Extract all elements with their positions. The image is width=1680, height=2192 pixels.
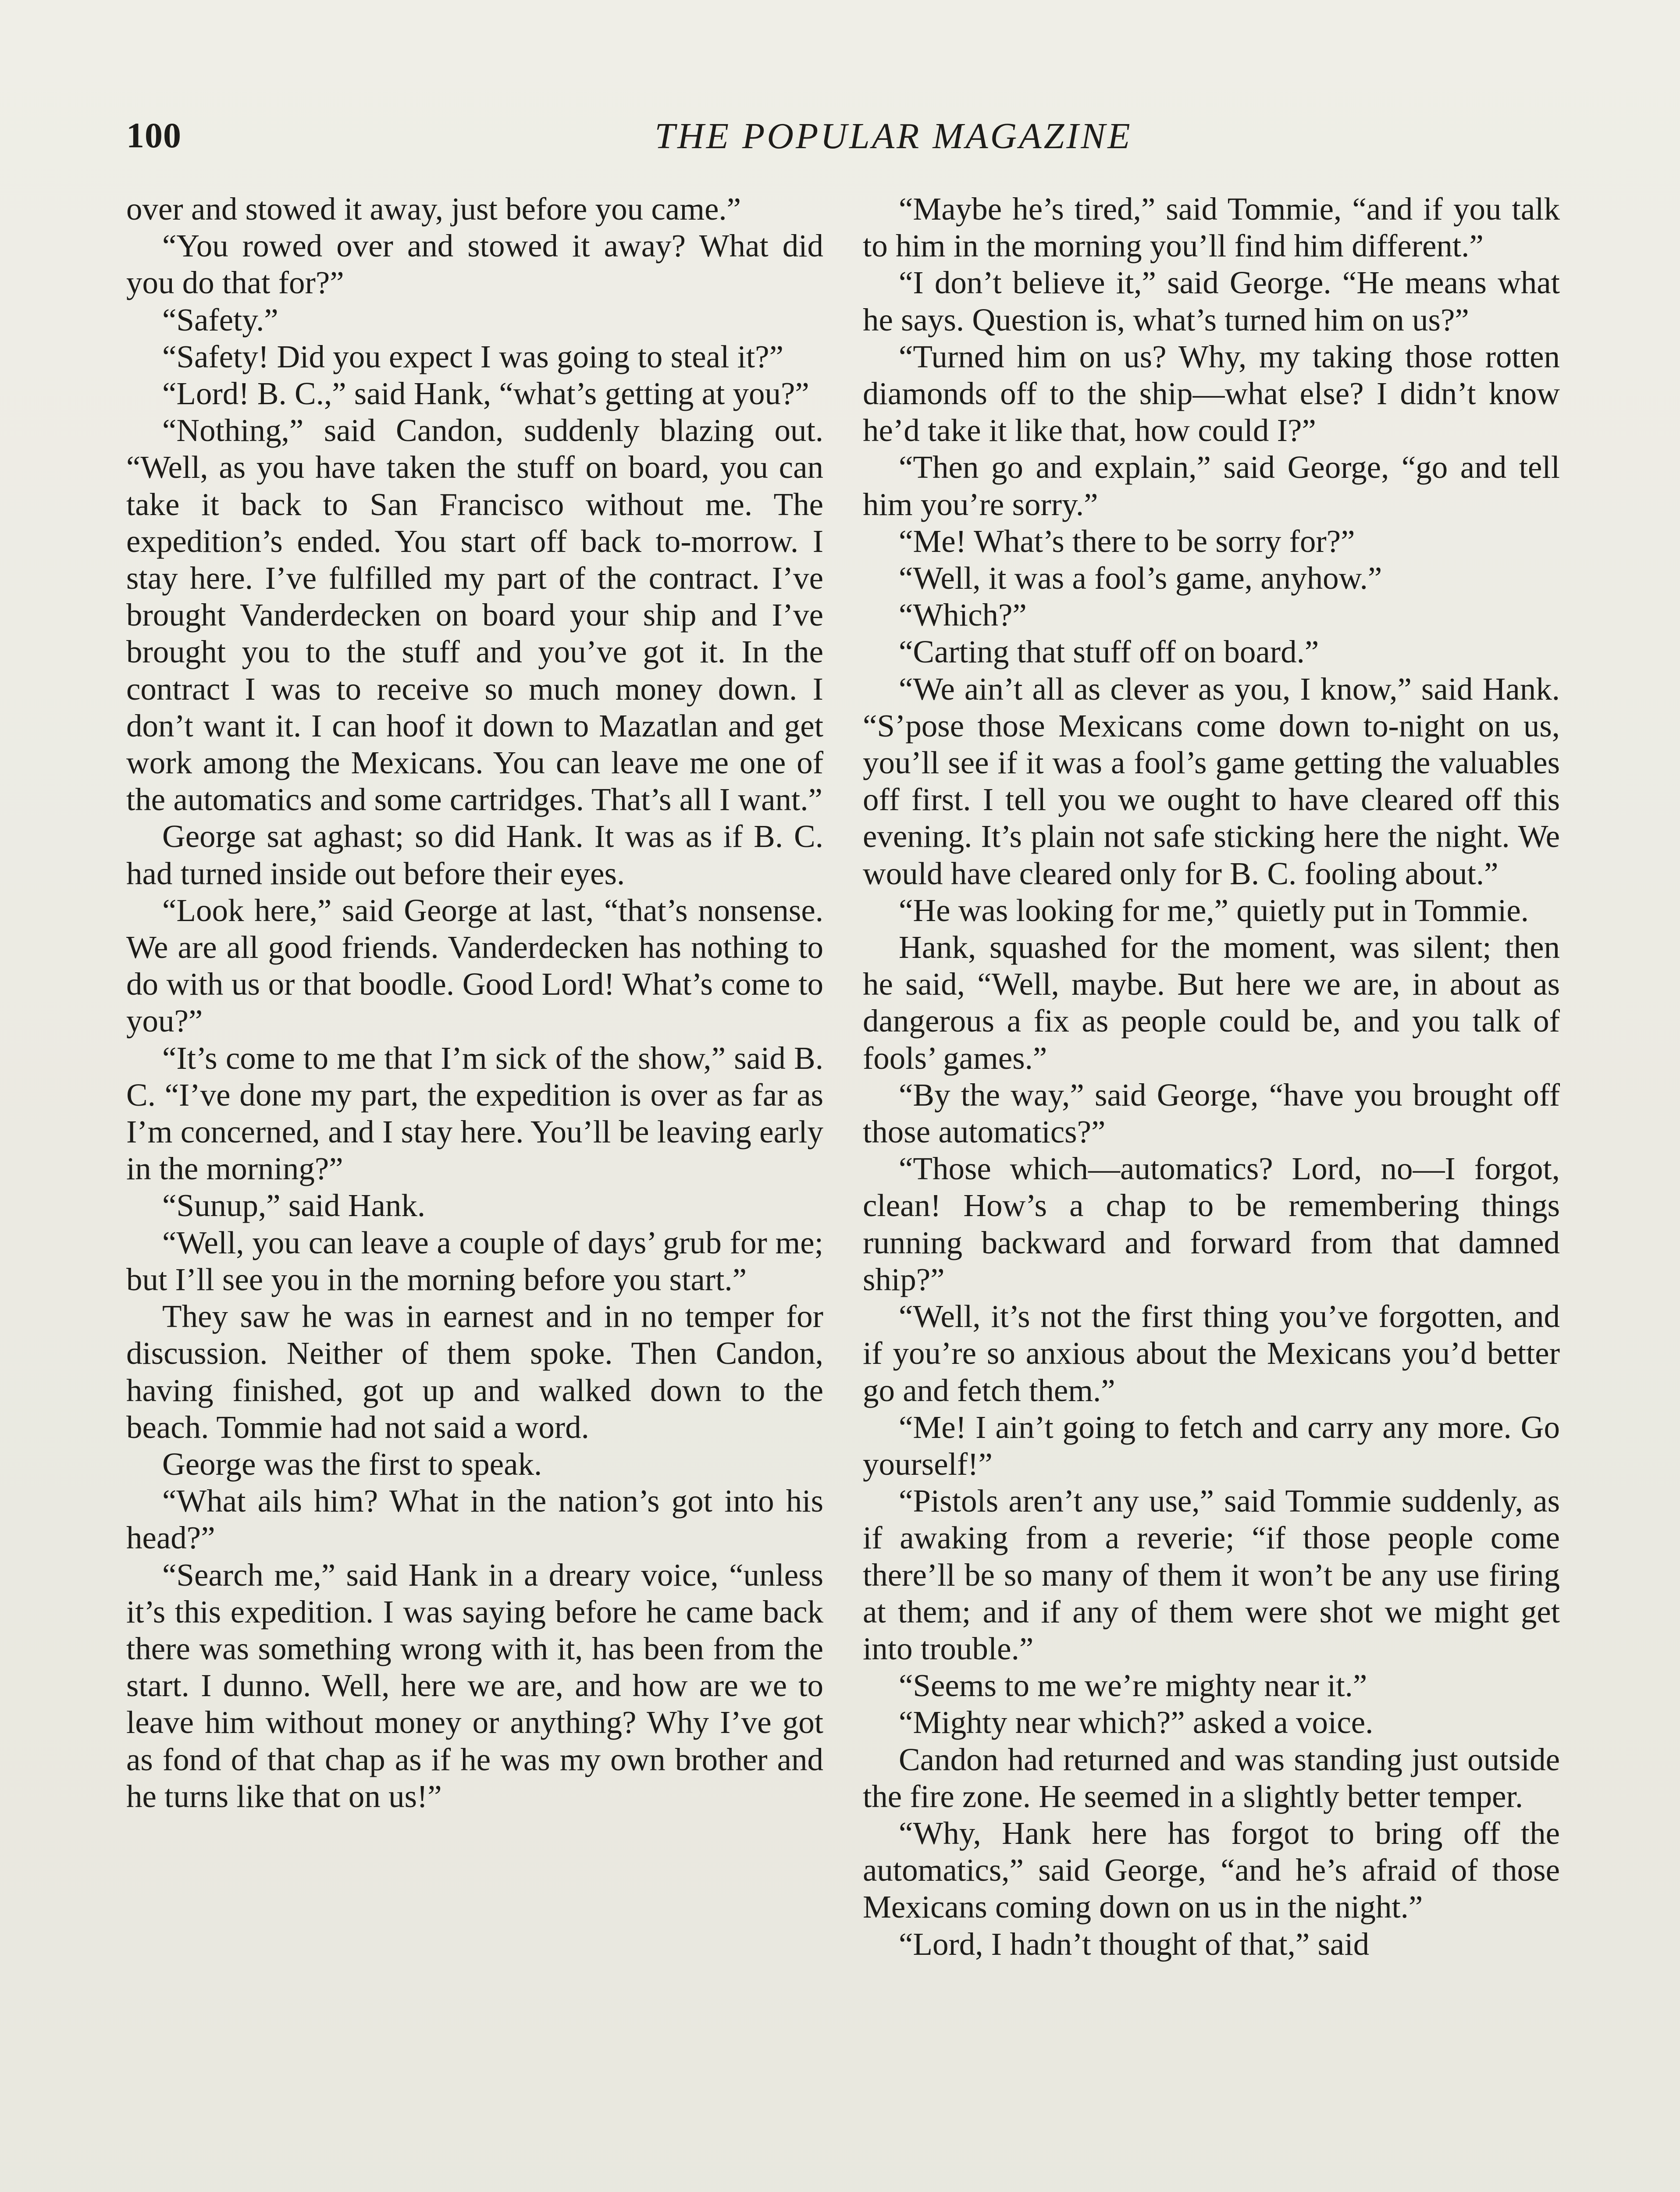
paragraph: “Look here,” said George at last, “that’s nonsense. We are all good friends. Vanderdecken has nothing to do with us or that boodle. Good Lord! What’s come to you?” (126, 892, 823, 1039)
running-title: THE POPULAR MAGAZINE (655, 116, 1132, 157)
paragraph: George was the first to speak. (162, 1446, 542, 1482)
paragraph: They saw he was in earnest and in no temper for discussion. Neither of them spoke. Then Candon, having finished, got up and walked down to the beach. Tommie had not said a word. (126, 1299, 823, 1445)
paragraph: “Carting that stuff off on board.” (899, 634, 1319, 670)
text-columns (126, 191, 1560, 2192)
paragraph: “Seems to me we’re mighty near it.” (899, 1668, 1367, 1704)
paragraph: “I don’t believe it,” said George. “He means what he says. Question is, what’s turned him on us?” (863, 265, 1560, 338)
paragraph: “Well, it was a fool’s game, anyhow.” (899, 560, 1382, 596)
paragraph: “Why, Hank here has forgot to bring off the automatics,” said George, “and he’s afraid of those Mexicans coming down on us in the night.” (863, 1815, 1560, 1925)
page-number: 100 (126, 115, 182, 155)
paragraph: “What ails him? What in the nation’s got into his head?” (126, 1483, 823, 1556)
paragraph: “Then go and explain,” said George, “go and tell him you’re sorry.” (863, 449, 1560, 522)
paragraph: “Well, it’s not the first thing you’ve forgotten, and if you’re so anxious about the Mexicans you’d better go and fetch them.” (863, 1299, 1560, 1408)
paragraph: “Mighty near which?” asked a voice. (899, 1704, 1374, 1740)
paragraph: “By the way,” said George, “have you brought off those automatics?” (863, 1077, 1560, 1150)
left-column (126, 191, 823, 2192)
paragraph: “He was looking for me,” quietly put in Tommie. (899, 892, 1529, 928)
right-column (863, 191, 1560, 2192)
paragraph: “Well, you can leave a couple of days’ grub for me; but I’ll see you in the morning before you start.” (126, 1224, 823, 1297)
paragraph: “Safety! Did you expect I was going to steal it?” (162, 338, 783, 374)
paragraph: George sat aghast; so did Hank. It was as if B. C. had turned inside out before their eyes. (126, 818, 823, 891)
paragraph: “Lord, I hadn’t thought of that,” said (899, 1926, 1370, 1962)
paragraph: “Sunup,” said Hank. (162, 1188, 426, 1224)
paragraph: “Turned him on us? Why, my taking those rotten diamonds off to the ship—what else? I didn’t know he’d take it like that, how could I?” (863, 338, 1560, 448)
paragraph: over and stowed it away, just before you came.” (126, 191, 741, 227)
paragraph: “Maybe he’s tired,” said Tommie, “and if you talk to him in the morning you’ll find him different.” (863, 191, 1560, 264)
paragraph: “Those which—automatics? Lord, no—I forgot, clean! How’s a chap to be remembering things running backward and forward from that damned ship?” (863, 1151, 1560, 1297)
page-header (126, 115, 1560, 163)
paragraph: “Nothing,” said Candon, suddenly blazing out. “Well, as you have taken the stuff on board, you can take it back to San Francisco without me. The expedition’s ended. You start off back to-morrow. I stay here. I’ve fulfilled my part of the contract. I’ve brought Vanderdecken on board your ship and I’ve brought you to the stuff and you’ve got it. In the contract I was to receive so much money down. I don’t want it. I can hoof it down to Mazatlan and get work among the Mexicans. You can leave me one of the automatics and some cartridges. That’s all I want.” (126, 413, 823, 818)
paragraph: “You rowed over and stowed it away? What did you do that for?” (126, 228, 823, 301)
paragraph: “It’s come to me that I’m sick of the show,” said B. C. “I’ve done my part, the expedition is over as far as I’m concerned, and I stay here. You’ll be leaving early in the morning?” (126, 1040, 823, 1187)
paragraph: “Which?” (899, 597, 1027, 633)
paragraph: “Safety.” (162, 302, 278, 338)
paragraph: Candon had returned and was standing just outside the fire zone. He seemed in a slightly better temper. (863, 1741, 1560, 1814)
paragraph: “We ain’t all as clever as you, I know,” said Hank. “S’pose those Mexicans come down to-night on us, you’ll see if it was a fool’s game getting the valuables off first. I tell you we ought to have cleared off this evening. It’s plain not safe sticking here the night. We would have cleared only for B. C. fooling about.” (863, 671, 1560, 891)
paragraph: “Me! I ain’t going to fetch and carry any more. Go yourself!” (863, 1409, 1560, 1482)
paragraph: “Me! What’s there to be sorry for?” (899, 523, 1355, 559)
paragraph: Hank, squashed for the moment, was silent; then he said, “Well, maybe. But here we are, in about as dangerous a fix as people could be, and you talk of fools’ games.” (863, 929, 1560, 1076)
paragraph: “Lord! B. C.,” said Hank, “what’s getting at you?” (162, 376, 809, 412)
paragraph: “Pistols aren’t any use,” said Tommie suddenly, as if awaking from a reverie; “if those people come there’ll be so many of them it won’t be any use firing at them; and if any of them were shot we might get into trouble.” (863, 1483, 1560, 1666)
paragraph: “Search me,” said Hank in a dreary voice, “unless it’s this expedition. I was saying before he came back there was something wrong with it, has been from the start. I dunno. Well, here we are, and how are we to leave him without money or anything? Why I’ve got as fond of that chap as if he was my own brother and he turns like that on us!” (126, 1557, 823, 1814)
